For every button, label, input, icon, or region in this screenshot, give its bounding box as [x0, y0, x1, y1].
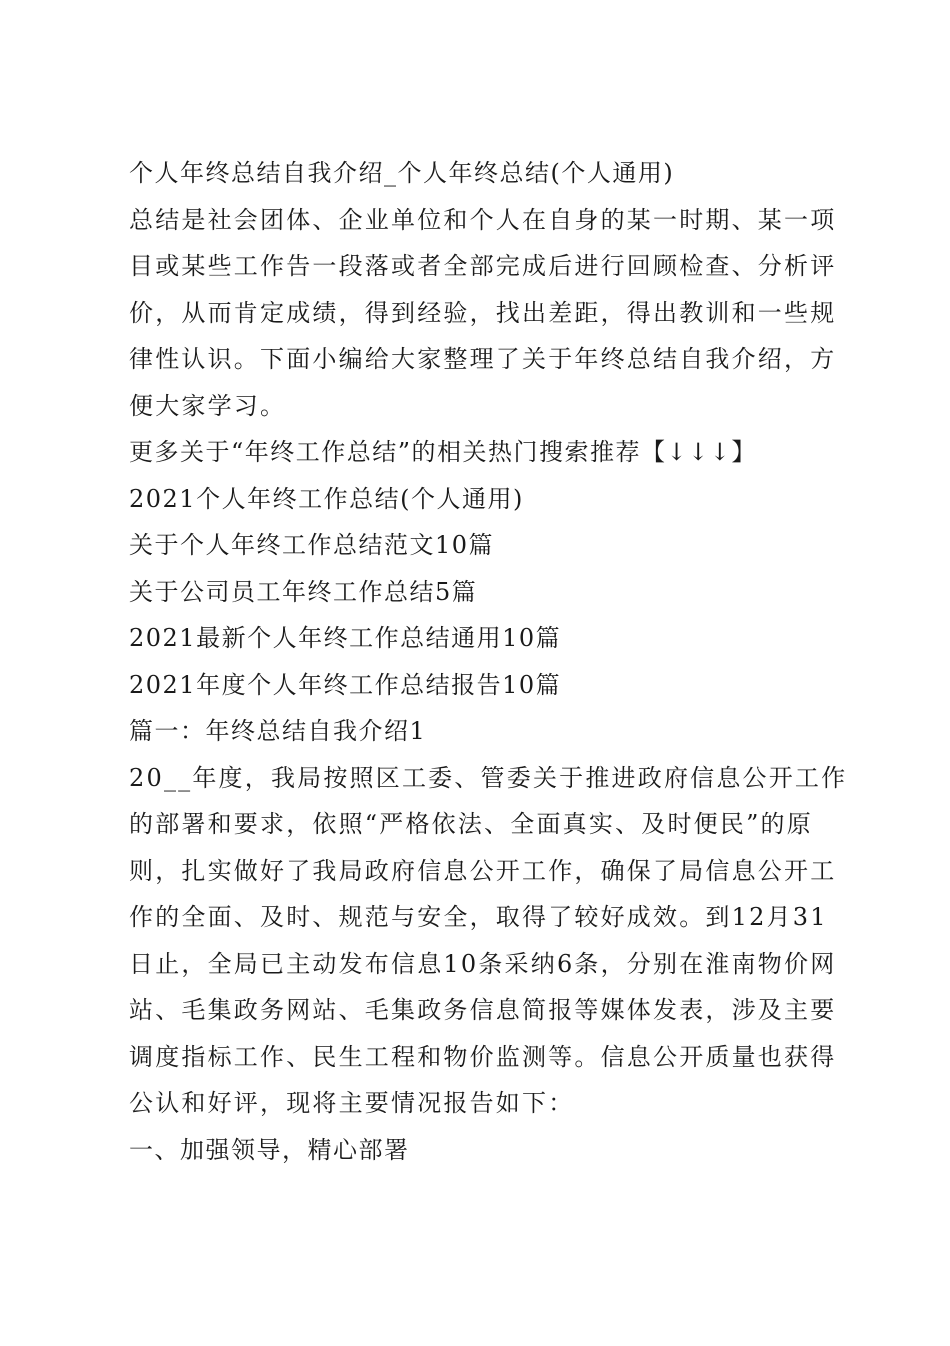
recommend-link[interactable]: 2021年度个人年终工作总结报告10篇 — [129, 670, 562, 699]
recommend-heading: 更多关于“年终工作总结”的相关热门搜索推荐【↓↓↓】 — [129, 438, 757, 466]
subheading: 一、加强领导，精心部署 — [129, 1135, 410, 1164]
recommend-link[interactable]: 关于个人年终工作总结范文10篇 — [129, 531, 495, 559]
recommend-link[interactable]: 关于公司员工年终工作总结5篇 — [129, 577, 478, 606]
body-line: 日止，全局已主动发布信息10条采纳6条，分别在淮南物价网 — [129, 949, 837, 978]
body-line: 作的全面、及时、规范与安全，取得了较好成效。到12月31 — [129, 903, 828, 931]
recommend-links — [129, 476, 829, 709]
body-line: 则，扎实做好了我局政府信息公开工作，确保了局信息公开工 — [129, 856, 837, 885]
body-line: 20__年度，我局按照区工委、管委关于推进政府信息公开工作 — [129, 763, 848, 792]
body-line: 调度指标工作、民生工程和物价监测等。信息公开质量也获得 — [129, 1042, 837, 1071]
intro-line: 价，从而肯定成绩，得到经验，找出差距，得出教训和一些规 — [129, 298, 837, 327]
recommend-link[interactable]: 2021最新个人年终工作总结通用10篇 — [129, 624, 562, 652]
intro-line: 总结是社会团体、企业单位和个人在自身的某一时期、某一项 — [129, 205, 837, 234]
body-line: 站、毛集政务网站、毛集政务信息简报等媒体发表，涉及主要 — [129, 996, 837, 1024]
document-body — [129, 150, 848, 1173]
recommend-link[interactable]: 2021个人年终工作总结(个人通用) — [129, 484, 524, 513]
intro-line: 律性认识。下面小编给大家整理了关于年终总结自我介绍，方 — [129, 345, 837, 373]
body-paragraph — [129, 755, 848, 1127]
document-title: 个人年终总结自我介绍_个人年终总结(个人通用) — [129, 159, 675, 187]
intro-line: 便大家学习。 — [129, 391, 287, 420]
body-line: 的部署和要求，依照“严格依法、全面真实、及时便民”的原 — [129, 810, 813, 838]
body-line: 公认和好评，现将主要情况报告如下： — [129, 1089, 575, 1117]
section-title: 篇一：年终总结自我介绍1 — [129, 717, 427, 745]
intro-paragraph — [129, 197, 837, 430]
intro-line: 目或某些工作告一段落或者全部完成后进行回顾检查、分析评 — [129, 252, 837, 280]
